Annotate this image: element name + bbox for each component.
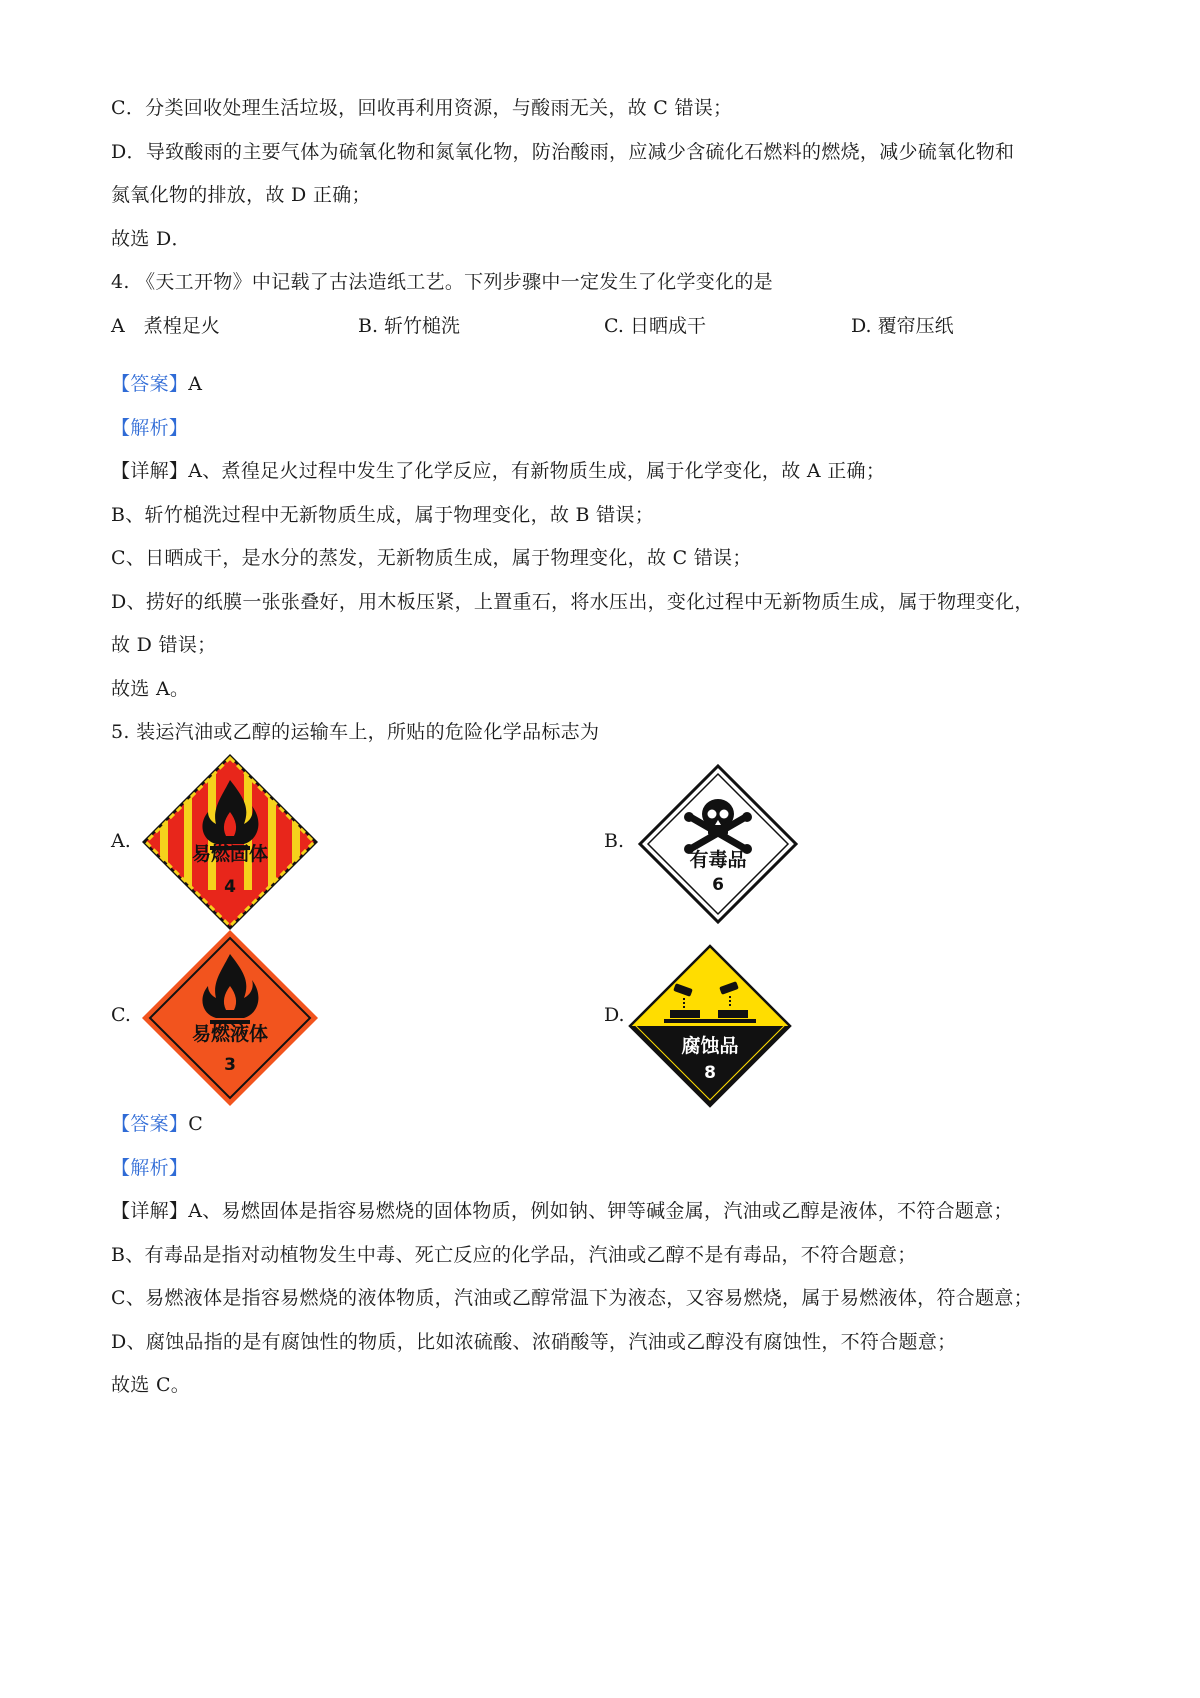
sign-b-number: 6: [712, 875, 724, 895]
sign-d-text: 腐蚀品: [681, 1035, 739, 1057]
q4-detail-b: B、斩竹槌洗过程中无新物质生成，属于物理变化，故 B 错误；: [111, 504, 655, 526]
flammable-liquid-sign: [140, 928, 320, 1108]
sign-b-text: 有毒品: [689, 849, 747, 871]
q5-detail-c: C、易燃液体是指容易燃烧的液体物质，汽油或乙醇常温下为液态，又容易燃烧，属于易燃液体，符合题意；: [111, 1287, 1033, 1309]
q5-stem: 5. 装运汽油或乙醇的运输车上，所贴的危险化学品标志为: [111, 721, 600, 743]
q5-conclusion: 故选 C。: [111, 1374, 191, 1396]
toxic-sign: [636, 762, 800, 926]
q4-answer-line: [111, 371, 202, 397]
q4-option-a: A 煮楻足火: [111, 315, 220, 337]
q4-analysis-tag: 【解析】: [111, 417, 189, 439]
sign-a-text: 易燃固体: [191, 843, 269, 865]
q4-detail-a-line: [111, 458, 885, 484]
q3-option-d-explanation-line1: D．导致酸雨的主要气体为硫氧化物和氮氧化物，防治酸雨，应减少含硫化石燃料的燃烧，减少硫氧化物和: [111, 141, 1015, 163]
q3-option-c-explanation: C．分类回收处理生活垃圾，回收再利用资源，与酸雨无关，故 C 错误；: [111, 97, 733, 119]
q5-option-d-label: D.: [604, 1004, 625, 1026]
flammable-solid-sign: [140, 752, 320, 932]
q5-detail-a-line: [111, 1198, 1013, 1224]
q4-option-d: D. 覆帘压纸: [851, 315, 954, 337]
q5-answer-line: [111, 1111, 203, 1137]
q4-stem: 4. 《天工开物》中记载了古法造纸工艺。下列步骤中一定发生了化学变化的是: [111, 271, 773, 293]
q5-detail-a: A、易燃固体是指容易燃烧的固体物质，例如钠、钾等碱金属，汽油或乙醇是液体，不符合题意；: [188, 1200, 1013, 1222]
q4-detail-d-line1: D、捞好的纸膜一张张叠好，用木板压紧，上置重石，将水压出，变化过程中无新物质生成，属于物理变化，: [111, 591, 1034, 613]
detail-tag: 【详解】: [111, 460, 189, 482]
sign-d-number: 8: [704, 1063, 716, 1083]
q5-option-b-label: B.: [604, 830, 625, 852]
q4-option-b: B. 斩竹槌洗: [358, 315, 461, 337]
q5-detail-d: D、腐蚀品指的是有腐蚀性的物质，比如浓硫酸、浓硝酸等，汽油或乙醇没有腐蚀性，不符合题意；: [111, 1331, 957, 1353]
answer-tag: 【答案】: [111, 1113, 189, 1135]
q4-answer: A: [188, 373, 203, 395]
q5-analysis-tag: 【解析】: [111, 1157, 189, 1179]
q4-conclusion: 故选 A。: [111, 678, 190, 700]
q4-detail-c: C、日晒成干，是水分的蒸发，无新物质生成，属于物理变化，故 C 错误；: [111, 547, 752, 569]
sign-c-number: 3: [224, 1055, 236, 1075]
q4-option-c: C. 日晒成干: [604, 315, 706, 337]
detail-tag: 【详解】: [111, 1200, 189, 1222]
q4-detail-d-line2: 故 D 错误；: [111, 634, 217, 656]
sign-c-text: 易燃液体: [191, 1023, 269, 1045]
q3-option-d-explanation-line2: 氮氧化物的排放，故 D 正确；: [111, 184, 371, 206]
q5-answer: C: [188, 1113, 204, 1135]
sign-a-number: 4: [224, 877, 236, 897]
q5-option-a-label: A.: [111, 830, 131, 852]
q5-option-c-label: C.: [111, 1004, 131, 1026]
q4-detail-a: A、煮徨足火过程中发生了化学反应，有新物质生成，属于化学变化，故 A 正确；: [188, 460, 886, 482]
q3-conclusion: 故选 D．: [111, 228, 191, 250]
q5-detail-b: B、有毒品是指对动植物发生中毒、死亡反应的化学品，汽油或乙醇不是有毒品，不符合题意；: [111, 1244, 917, 1266]
corrosive-sign: [626, 942, 794, 1110]
answer-tag: 【答案】: [111, 373, 189, 395]
